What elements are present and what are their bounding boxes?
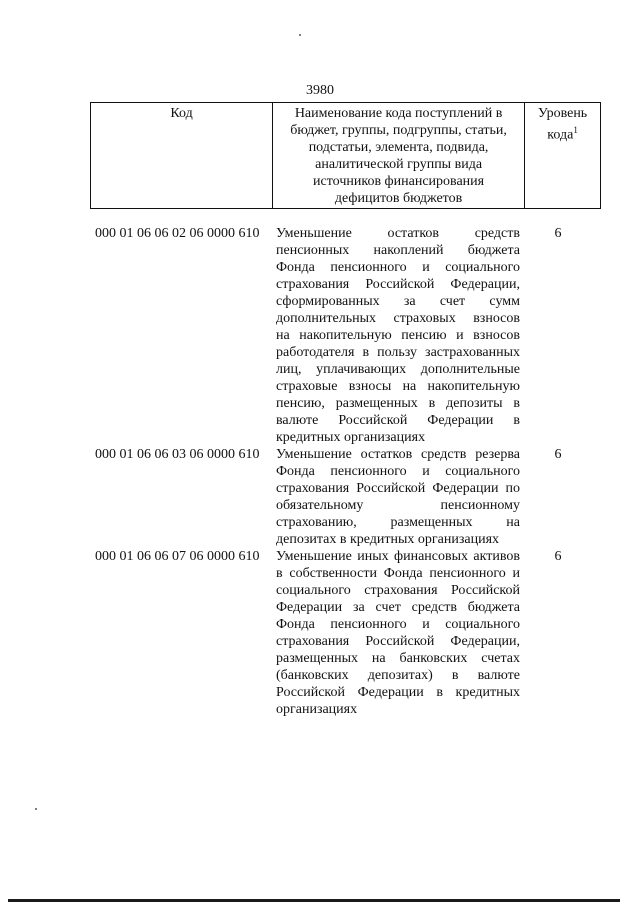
row-code: 000 01 06 06 07 06 0000 610 <box>95 549 260 564</box>
row-name-line: страхования Российской Федерации, <box>276 277 520 292</box>
row-name-line: страхования Российской Федерации по <box>276 481 520 496</box>
row-level: 6 <box>554 549 562 564</box>
row-name-line: размещенных на банковских счетах <box>276 651 520 666</box>
row-name-line: работодателя в пользу застрахованных <box>276 345 520 360</box>
row-name-line: страхования Российской Федерации, <box>276 634 520 649</box>
row-name <box>273 225 520 446</box>
scan-speck <box>35 808 37 810</box>
row-name-line: на накопительную пенсию и взносов <box>276 328 520 343</box>
row-name <box>273 446 520 548</box>
row-name-line: лиц, уплачивающих дополнительные <box>276 362 520 377</box>
table-row <box>90 548 610 718</box>
header-name-line: аналитической группы вида <box>315 157 483 172</box>
row-code: 000 01 06 06 02 06 0000 610 <box>95 226 260 241</box>
row-name-line: Фонда пенсионного и социального <box>276 464 520 479</box>
row-name-line: Фонда пенсионного и социального <box>276 617 520 632</box>
row-name-line: Российской Федерации в кредитных <box>276 685 520 700</box>
table-header <box>90 102 601 209</box>
row-name-line: в собственности Фонда пенсионного и <box>276 566 520 581</box>
row-name-line: (банковских депозитах) в валюте <box>276 668 520 683</box>
header-name-line: подстатьи, элемента, подвида, <box>308 140 489 155</box>
row-level: 6 <box>554 226 562 241</box>
header-name-line: Наименование кода поступлений в <box>294 106 503 121</box>
row-name-line: сформированных за счет сумм <box>276 294 520 309</box>
row-level: 6 <box>554 447 562 462</box>
row-name-line: страховые взносы на накопительную <box>276 379 520 394</box>
footnote-marker: 1 <box>573 125 578 135</box>
row-name-line: пенсионных накоплений бюджета <box>276 243 520 258</box>
row-name-line: Уменьшение остатков средств <box>276 226 520 241</box>
header-level-line <box>528 122 597 144</box>
header-name-line: бюджет, группы, подгруппы, статьи, <box>290 123 507 138</box>
row-code: 000 01 06 06 03 06 0000 610 <box>95 447 260 462</box>
row-name-line: страхованию, размещенных на <box>276 515 520 530</box>
page-number: 3980 <box>306 83 334 98</box>
header-level-word: кода <box>547 127 574 143</box>
row-name-line: Уменьшение остатков средств резерва <box>276 447 520 462</box>
header-name <box>273 103 525 209</box>
row-name-line: Уменьшение иных финансовых активов <box>276 549 520 564</box>
header-level-line: Уровень <box>537 106 588 121</box>
row-name-line: организациях <box>276 702 358 717</box>
row-name-line: пенсию, размещенных в депозиты в <box>276 396 520 411</box>
row-name-line: социального страхования Российской <box>276 583 520 598</box>
row-name-line: валюте Российской Федерации в <box>276 413 520 428</box>
row-name-line: Фонда пенсионного и социального <box>276 260 520 275</box>
row-name-line: депозитах в кредитных организациях <box>276 532 500 547</box>
header-level <box>525 103 601 209</box>
scan-speck <box>299 34 301 36</box>
table-row <box>90 446 610 548</box>
scan-border-line <box>8 899 620 902</box>
row-name-line: обязательному пенсионному <box>276 498 520 513</box>
table-row <box>90 225 610 446</box>
row-name-line: кредитных организациях <box>276 430 426 445</box>
header-code: Код <box>91 103 273 209</box>
header-name-line: дефицитов бюджетов <box>334 191 463 206</box>
row-name <box>273 548 520 718</box>
row-name-line: Федерации за счет средств бюджета <box>276 600 520 615</box>
table-body <box>90 225 610 718</box>
header-name-line: источников финансирования <box>313 174 485 189</box>
row-name-line: дополнительных страховых взносов <box>276 311 520 326</box>
